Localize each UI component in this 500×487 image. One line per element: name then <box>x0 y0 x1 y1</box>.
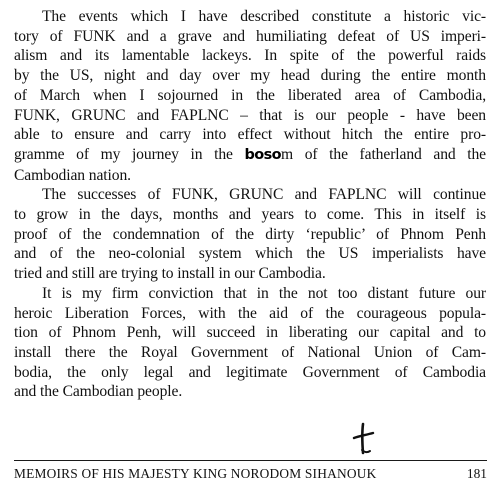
text-line: The successes of FUNK, GRUNC and FAPLNC will continue <box>42 186 486 204</box>
paragraph <box>14 7 486 185</box>
text-line: proof of the condemnation of the dirty ‘republic’ of Phnom Penh <box>14 225 486 243</box>
text-line: and the Cambodian people. <box>14 383 183 401</box>
text-line: and of the neo-colonial system which the US imperialists have <box>14 245 486 263</box>
text-line: Cambodian nation. <box>14 166 131 184</box>
text-line <box>14 145 486 166</box>
body-text <box>14 7 486 402</box>
text-line: alism and its lamentable lackeys. In spite of the powerful raids <box>14 47 486 65</box>
footer-page-number: 181 <box>466 466 487 481</box>
paragraph <box>14 284 486 402</box>
text-line: It is my firm conviction that in the not too distant future our <box>42 284 486 302</box>
text-line: heroic Liberation Forces, with the aid of the courageous popula- <box>14 304 486 322</box>
text-line: able to ensure and carry into effect without hitch the entire pro- <box>14 126 486 144</box>
text-segment: gramme of my journey in the <box>14 145 245 163</box>
paragraph <box>14 185 486 284</box>
text-line: The events which I have described constitute a historic vic- <box>42 8 486 25</box>
text-line: tried and still are trying to install in our Cambodia. <box>14 265 326 283</box>
text-line: of March when I sojourned in the liberated area of Cambodia, <box>14 86 486 104</box>
text-line: install there the Royal Government of National Union of Cam- <box>14 343 486 361</box>
text-line: FUNK, GRUNC and FAPLNC – that is our people - have been <box>14 106 486 124</box>
text-line: to grow in the days, months and years to come. This in itself is <box>14 206 486 224</box>
text-line: by the US, night and day over my head during the entire month <box>14 67 486 85</box>
footer-rule <box>14 460 487 461</box>
text-line: bodia, the only legal and legitimate Government of Cambodia <box>14 363 486 381</box>
footer-book-title: MEMOIRS OF HIS MAJESTY KING NORODOM SIHANOUK <box>14 466 377 481</box>
text-line: tion of Phnom Penh, will succeed in liberating our capital and to <box>14 324 486 342</box>
text-segment: m of the fatherland and the <box>281 145 486 163</box>
text-line: tory of FUNK and a grave and humiliating defeat of US imperi- <box>14 27 486 45</box>
smudged-word: boso <box>244 146 282 163</box>
handwritten-mark <box>350 420 376 456</box>
